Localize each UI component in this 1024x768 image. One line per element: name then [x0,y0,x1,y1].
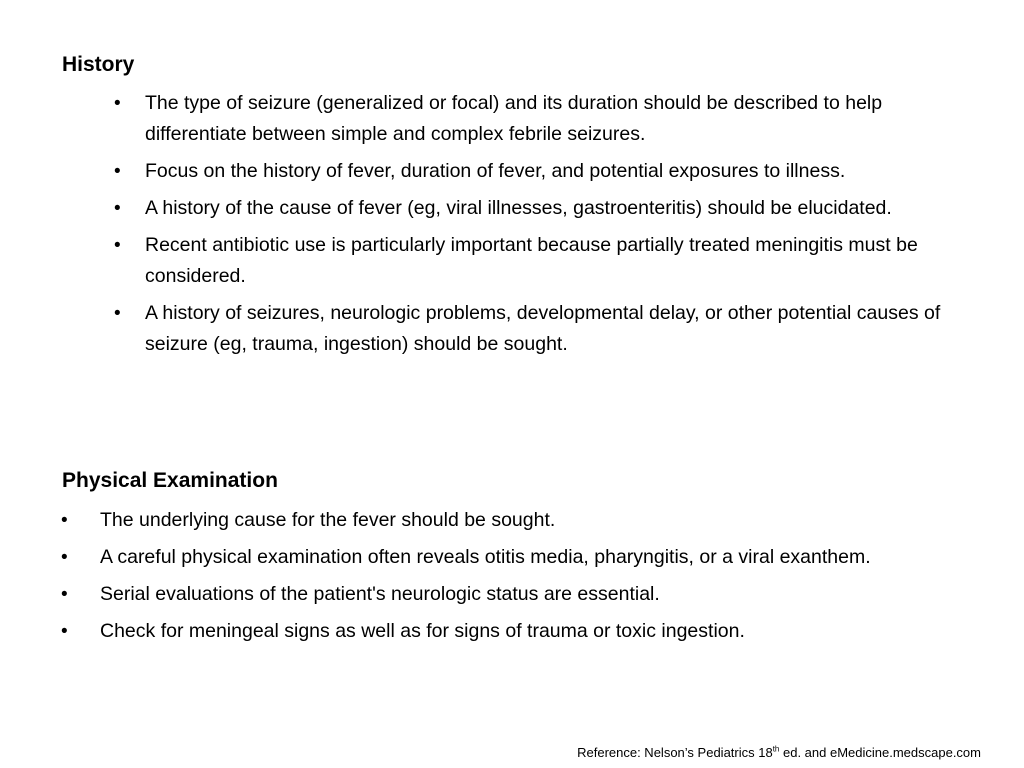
bullet-icon: • [114,198,121,219]
list-item [61,616,970,647]
reference-note [577,744,981,762]
bullet-icon: • [114,235,121,256]
reference-suffix: ed. and eMedicine.medscape.com [779,745,981,760]
list-item-text: Check for meningeal signs as well as for signs of trauma or toxic ingestion. [100,620,745,642]
history-list [114,88,970,366]
list-item [114,88,970,150]
list-item [114,298,970,360]
bullet-icon: • [114,93,121,114]
list-item [61,542,970,573]
history-heading: History [62,53,135,76]
bullet-icon: • [114,161,121,182]
bullet-icon: • [61,621,68,642]
reference-superscript: th [772,744,780,754]
physical-exam-list [61,505,970,653]
list-item-text: The type of seizure (generalized or focal) and its duration should be described to help differentiate between simple and complex febrile seizures. [145,92,883,145]
list-item [114,156,970,187]
list-item [61,579,970,610]
bullet-icon: • [61,584,68,605]
list-item-text: Recent antibiotic use is particularly important because partially treated meningitis must be considered. [145,234,918,287]
list-item-text: A careful physical examination often reveals otitis media, pharyngitis, or a viral exanthem. [100,546,871,568]
bullet-icon: • [114,303,121,324]
list-item-text: Focus on the history of fever, duration of fever, and potential exposures to illness. [145,160,846,182]
bullet-icon: • [61,547,68,568]
bullet-icon: • [61,510,68,531]
list-item-text: A history of the cause of fever (eg, viral illnesses, gastroenteritis) should be elucidated. [145,197,892,219]
list-item-text: Serial evaluations of the patient's neurologic status are essential. [100,583,660,605]
reference-prefix: Reference: Nelson’s Pediatrics 18 [577,745,773,760]
list-item-text: A history of seizures, neurologic problems, developmental delay, or other potential causes of seizure (eg, trauma, ingestion) should be sought. [145,302,941,355]
list-item [114,193,970,224]
list-item [114,230,970,292]
list-item [61,505,970,536]
physical-exam-heading: Physical Examination [62,469,278,492]
list-item-text: The underlying cause for the fever should be sought. [100,509,556,531]
